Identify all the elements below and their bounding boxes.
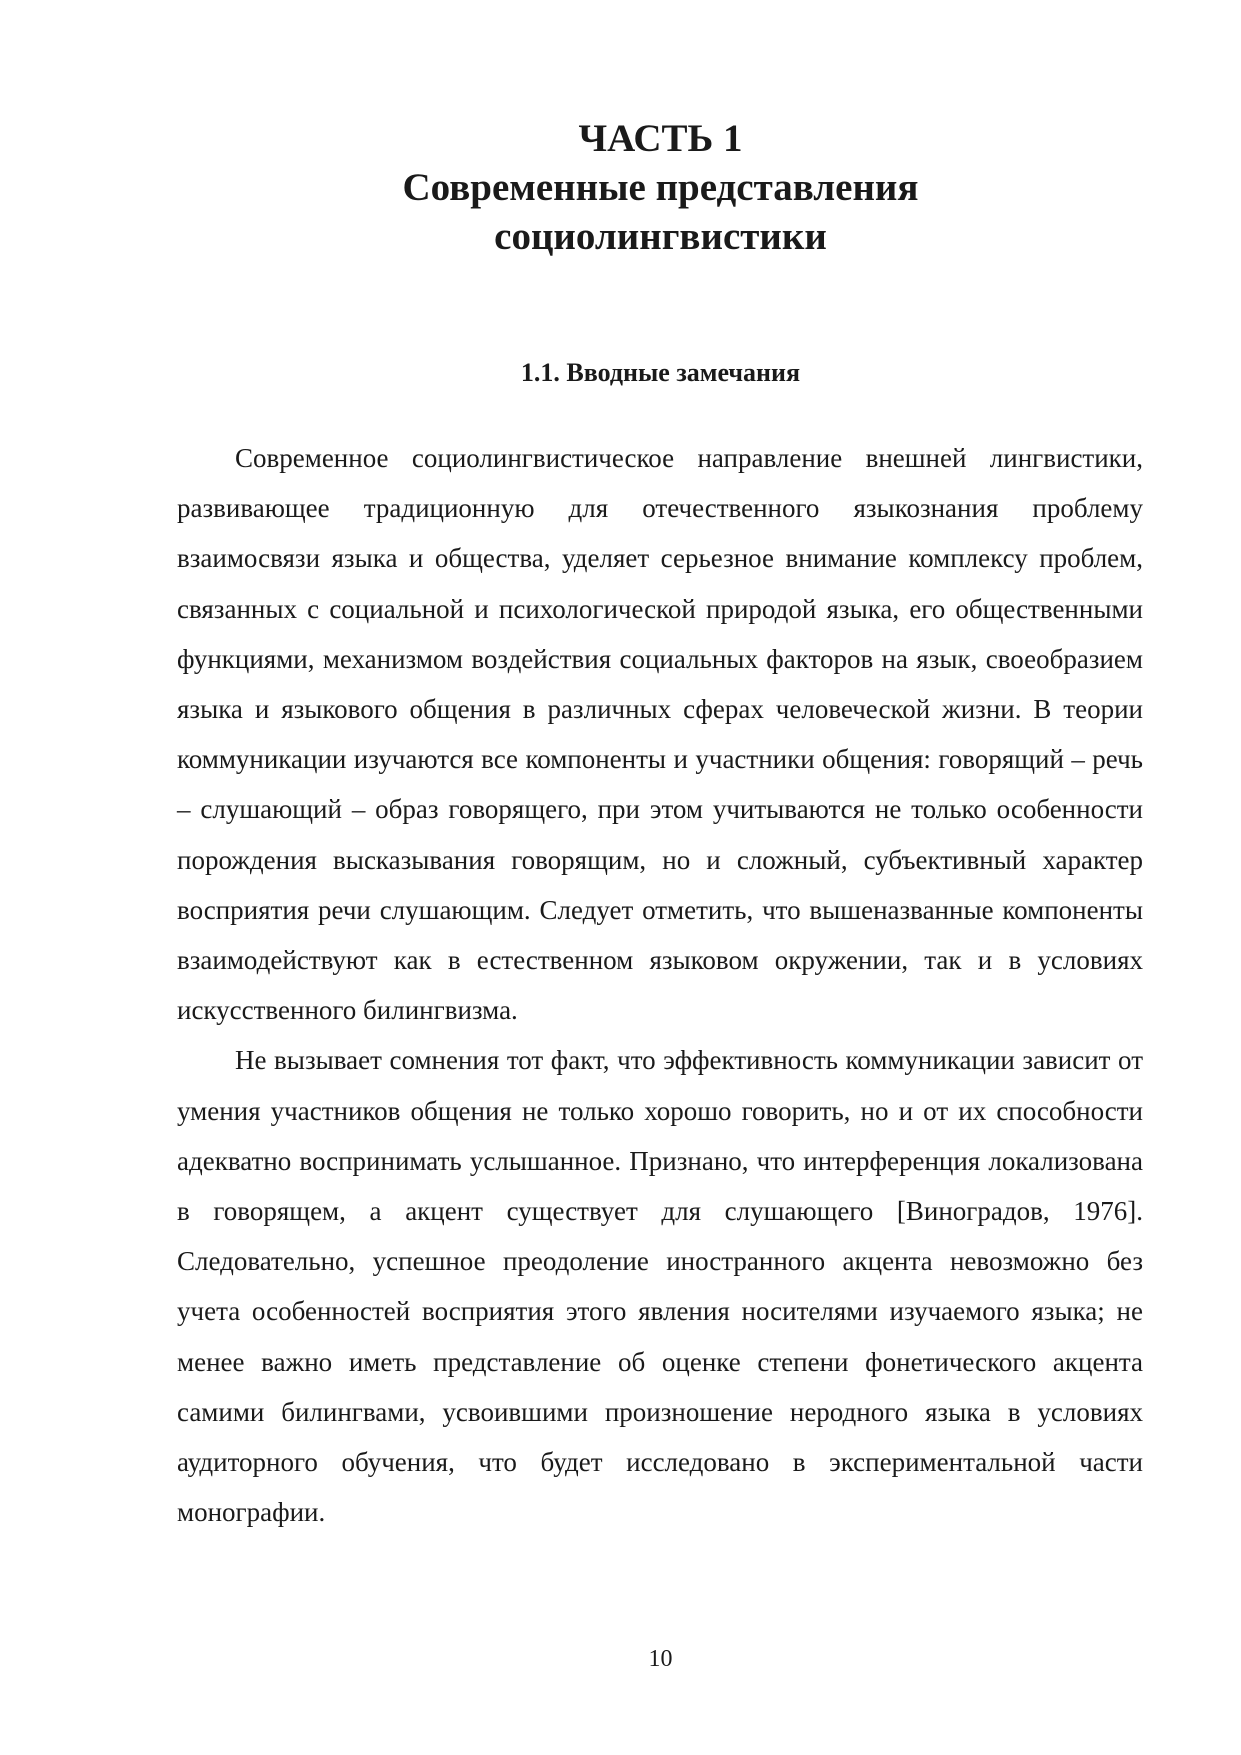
- part-heading: [0, 114, 1241, 261]
- part-label: ЧАСТЬ 1: [578, 117, 743, 160]
- paragraph-1: Современное социолингвистическое направление внешней лингвистики, развивающее традиционную для отечественного языкознания проблему взаимосвязи языка и общества, уделяет серьезное внимание комплексу проблем, связанных с социальной и психологической природой языка, его общественными функциями, механизмом воздействия социальных факторов на язык, своеобразием языка и языкового общения в различных сферах человеческой жизни. В теории коммуникации изучаются все компоненты и участники общения: говорящий – речь – слушающий – образ говорящего, при этом учитываются не только особенности порождения высказывания говорящим, но и сложный, субъективный характер восприятия речи слушающим. Следует отметить, что вышеназванные компоненты взаимодействуют как в естественном языковом окружении, так и в условиях искусственного билингвизма.: [177, 443, 1143, 1026]
- paragraph-2: Не вызывает сомнения тот факт, что эффективность коммуникации зависит от умения участников общения не только хорошо говорить, но и от их способности адекватно воспринимать услышанное. Признано, что интерференция локализована в говорящем, а акцент существует для слушающего [Виноградов, 1976]. Следовательно, успешное преодоление иностранного акцента невозможно без учета особенностей восприятия этого явления носителями изучаемого языка; не менее важно иметь представление об оценке степени фонетического акцента самими билингвами, усвоившими произношение неродного языка в условиях аудиторного обучения, что будет исследовано в экспериментальной части монографии.: [177, 1045, 1143, 1528]
- section-title: 1.1. Вводные замечания: [520, 358, 801, 387]
- page-number: 10: [648, 1646, 673, 1672]
- part-title-line-2: социолингвистики: [494, 215, 827, 258]
- body-text: [177, 433, 1143, 1537]
- part-title-line-1: Современные представления: [402, 166, 919, 209]
